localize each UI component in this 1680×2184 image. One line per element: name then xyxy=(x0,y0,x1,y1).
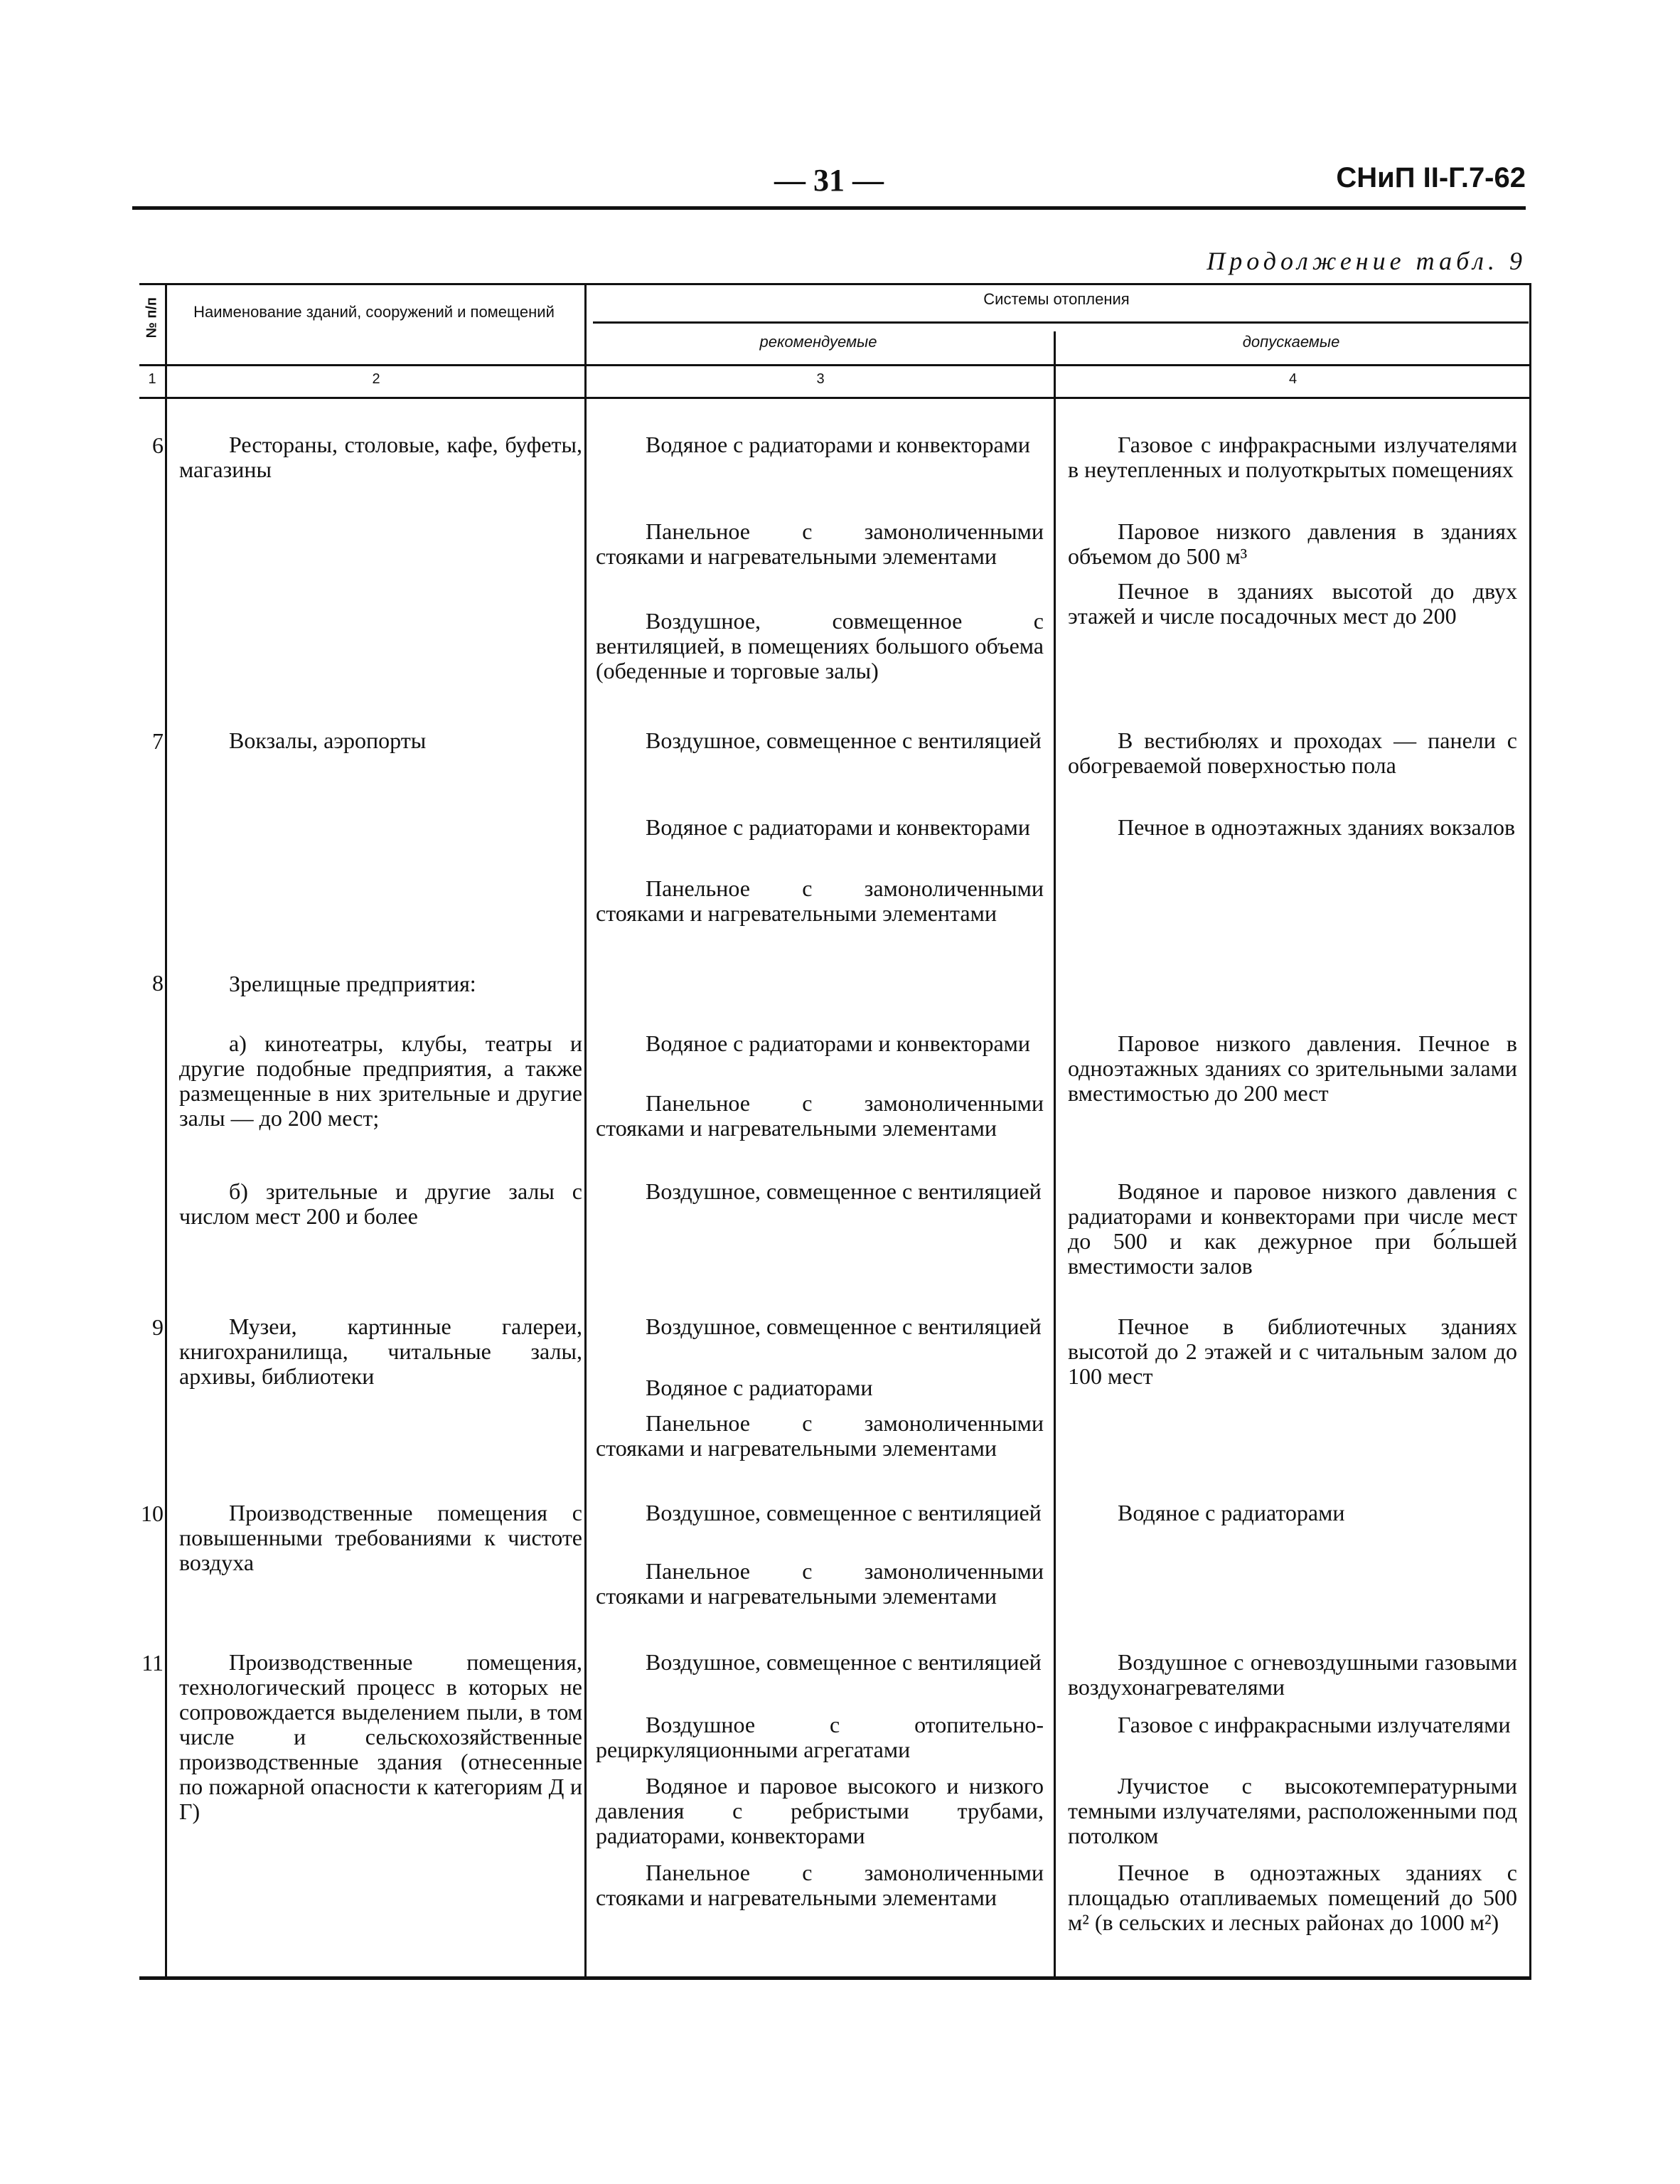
row-number: 11 xyxy=(141,1650,164,1676)
admissible-system: Печное в одноэтажных зданиях вокзалов xyxy=(1118,814,1516,840)
recommended-system: Воздушное, совмещенное с вентиляцией xyxy=(646,728,1042,753)
header-number: № п/п xyxy=(144,297,160,339)
systems-rule xyxy=(593,321,1529,324)
heating-systems-table xyxy=(139,283,1531,1980)
col-divider-2 xyxy=(584,283,587,1980)
recommended-system: Водяное с радиаторами xyxy=(646,1375,873,1400)
building-name: Зрелищные предприятия: xyxy=(229,971,476,996)
document-code: СНиП II-Г.7-62 xyxy=(1336,162,1526,193)
building-name: Рестораны, столовые, кафе, буфеты, магазины xyxy=(179,432,582,482)
header-admissible: допускаемые xyxy=(1242,333,1340,351)
admissible-system: Паровое низкого давления. Печное в одноэтажных зданиях со зрительными залами вместимостью до 200 мест xyxy=(1068,1030,1517,1106)
header-rule-1 xyxy=(139,364,1531,366)
admissible-system: Водяное и паровое низкого давления с радиаторами и конвекторами при числе мест до 500 и как дежурное при бо́льшей вместимости залов xyxy=(1068,1178,1517,1279)
col-divider-3 xyxy=(1054,331,1056,1980)
column-number: 2 xyxy=(372,371,380,387)
row-number: 7 xyxy=(152,728,164,754)
recommended-system: Воздушное, совмещенное с вентиляцией xyxy=(646,1314,1042,1339)
admissible-system: Лучистое с высокотемпературными темными излучателями, расположенными под потолком xyxy=(1068,1773,1517,1848)
recommended-system: Панельное с замоноличенными стояками и нагревательными элементами xyxy=(596,1860,1044,1910)
row-number: 10 xyxy=(141,1501,164,1526)
row-number: 8 xyxy=(152,970,164,996)
admissible-system: Печное в зданиях высотой до двух этажей и числе посадочных мест до 200 xyxy=(1068,578,1517,629)
col-divider-4 xyxy=(1529,283,1531,1980)
recommended-system: Водяное с радиаторами и конвекторами xyxy=(646,432,1031,457)
recommended-system: Водяное и паровое высокого и низкого давления с ребристыми трубами, радиаторами, конвекторами xyxy=(596,1773,1044,1848)
recommended-system: Панельное с замоноличенными стояками и нагревательными элементами xyxy=(596,875,1044,926)
recommended-system: Воздушное, совмещенное с вентиляцией xyxy=(646,1500,1042,1525)
header-building-name: Наименование зданий, сооружений и помещений xyxy=(193,303,555,321)
building-name: Музеи, картинные галереи, книгохранилища, читальные залы, архивы, библиотеки xyxy=(179,1314,582,1389)
building-subitem: б) зрительные и другие залы с числом мест 200 и более xyxy=(179,1178,582,1229)
recommended-system: Водяное с радиаторами и конвекторами xyxy=(646,814,1031,840)
building-subitem: а) кинотеатры, клубы, театры и другие подобные предприятия, а также размещенные в них зрительные и другие залы — до 200 мест; xyxy=(179,1030,582,1131)
table-bottom-border xyxy=(139,1976,1531,1980)
recommended-system: Панельное с замоноличенными стояками и нагревательными элементами xyxy=(596,518,1044,569)
recommended-system: Водяное с радиаторами и конвекторами xyxy=(646,1030,1031,1056)
recommended-system: Воздушное с отопительно-рециркуляционными агрегатами xyxy=(596,1712,1044,1762)
header-heating-systems: Системы отопления xyxy=(983,290,1130,308)
recommended-system: Воздушное, совмещенное с вентиляцией, в помещениях большого объема (обеденные и торговые залы) xyxy=(596,608,1044,683)
admissible-system: Воздушное с огневоздушными газовыми воздухонагревателями xyxy=(1068,1649,1517,1700)
col-divider-1 xyxy=(165,283,167,1980)
recommended-system: Воздушное, совмещенное с вентиляцией xyxy=(646,1649,1042,1675)
admissible-system: Печное в библиотечных зданиях высотой до 2 этажей и с читальным залом до 100 мест xyxy=(1068,1314,1517,1389)
row-number: 9 xyxy=(152,1314,164,1340)
column-number: 1 xyxy=(148,371,156,387)
building-name: Вокзалы, аэропорты xyxy=(229,728,427,753)
building-name: Производственные помещения с повышенными требованиями к чистоте воздуха xyxy=(179,1500,582,1575)
header-recommended: рекомендуемые xyxy=(759,333,877,351)
admissible-system: Газовое с инфракрасными излучателями в неутепленных и полуоткрытых помещениях xyxy=(1068,432,1517,482)
page-number: — 31 — xyxy=(774,163,884,198)
admissible-system: Паровое низкого давления в зданиях объемом до 500 м³ xyxy=(1068,518,1517,569)
header-rule xyxy=(132,206,1526,210)
admissible-system: Водяное с радиаторами xyxy=(1118,1500,1345,1525)
admissible-system: Газовое с инфракрасными излучателями xyxy=(1118,1712,1511,1737)
row-number: 6 xyxy=(152,432,164,458)
table-top-border xyxy=(139,283,1531,285)
admissible-system: Печное в одноэтажных зданиях с площадью отапливаемых помещений до 500 м² (в сельских и лесных районах до 1000 м²) xyxy=(1068,1860,1517,1935)
recommended-system: Панельное с замоноличенными стояками и нагревательными элементами xyxy=(596,1090,1044,1141)
admissible-system: В вестибюлях и проходах — панели с обогреваемой поверхностью пола xyxy=(1068,728,1517,778)
page-header xyxy=(132,162,1526,205)
recommended-system: Воздушное, совмещенное с вентиляцией xyxy=(646,1178,1042,1204)
column-number: 4 xyxy=(1288,371,1298,387)
recommended-system: Панельное с замоноличенными стояками и нагревательными элементами xyxy=(596,1558,1044,1609)
building-name: Производственные помещения, технологический процесс в которых не сопровождается выделением пыли, в том числе и сельскохозяйственные производственные здания (отнесенные по пожарной опасности к категориям Д и Г) xyxy=(179,1649,582,1824)
header-rule-2 xyxy=(139,397,1531,399)
recommended-system: Панельное с замоноличенными стояками и нагревательными элементами xyxy=(596,1410,1044,1461)
table-caption: Продолжение табл. 9 xyxy=(1207,247,1526,275)
column-number: 3 xyxy=(816,371,825,387)
